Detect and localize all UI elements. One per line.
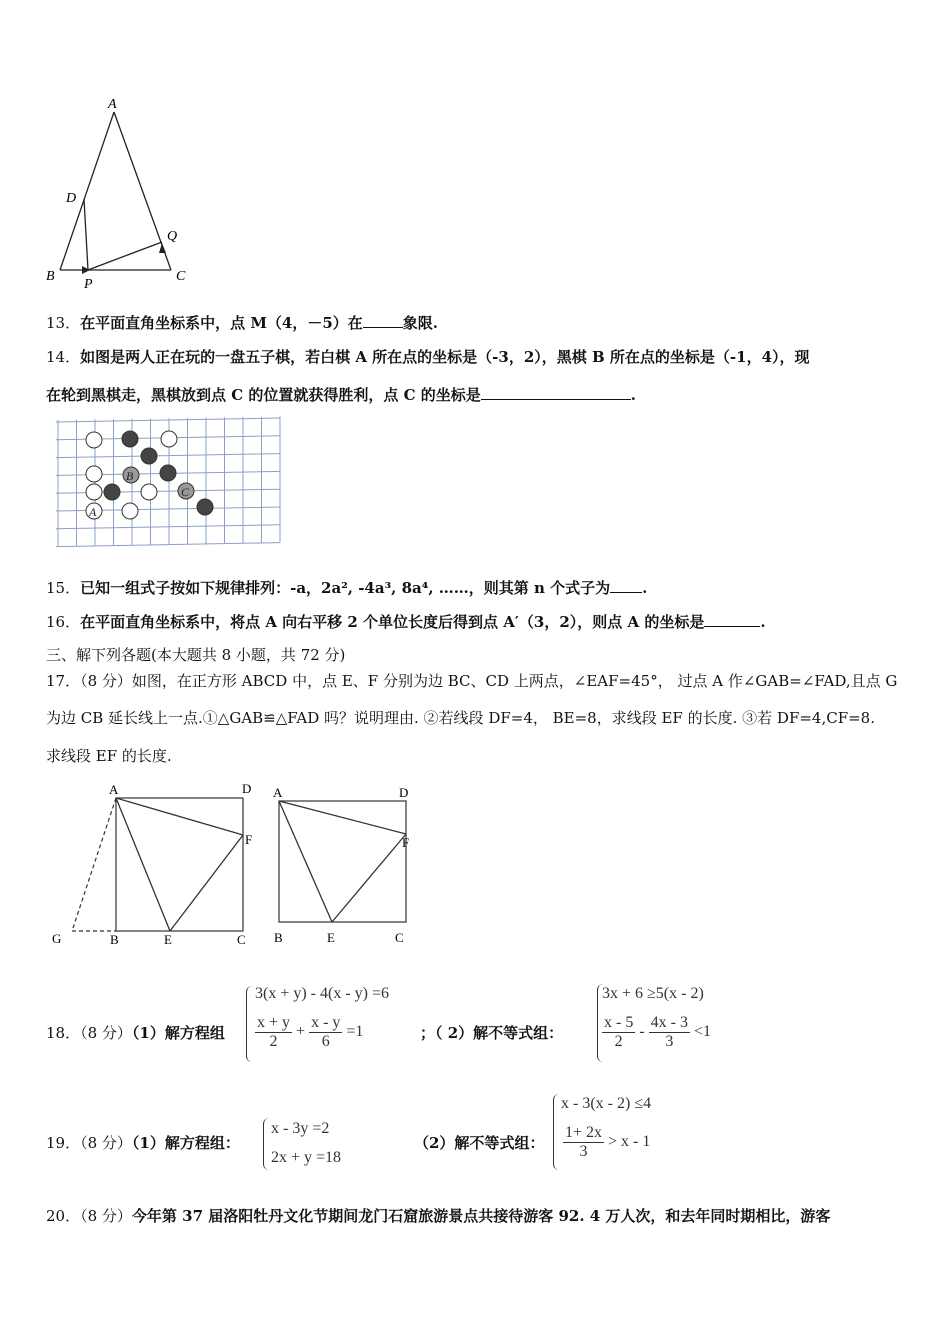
q19-brace-2 bbox=[553, 1094, 560, 1170]
q14-line2: 在轮到黑棋走，黑棋放到点 C 的位置就获得胜利，点 C 的坐标是 bbox=[46, 386, 481, 404]
q18-sys1-plus: + bbox=[296, 1023, 306, 1041]
left-label-c: C bbox=[237, 932, 246, 947]
q16-answer-blank[interactable] bbox=[704, 612, 760, 627]
right-segment-ae bbox=[279, 801, 332, 922]
grid-line bbox=[56, 543, 280, 547]
q18-score: （8 分） bbox=[80, 1024, 132, 1042]
q18-sys2-frac2-den: 3 bbox=[665, 1033, 674, 1050]
q18-brace-1 bbox=[246, 986, 253, 1062]
label-a: A bbox=[108, 97, 117, 112]
q18-sys1-frac2-num: x - y bbox=[311, 1014, 341, 1031]
q13-answer-blank[interactable] bbox=[363, 313, 403, 328]
q18-sys2-frac2-num: 4x - 3 bbox=[650, 1014, 688, 1031]
gomoku-board-figure bbox=[52, 414, 284, 550]
q18-sys1-row1: 3(x + y) - 4(x - y) =6 bbox=[255, 985, 390, 1002]
q14-line1: 如图是两人正在玩的一盘五子棋，若白棋 A 所在点的坐标是（-3，2），黑棋 B 所在点的坐标是（-1，4），现 bbox=[80, 348, 810, 366]
white-stone bbox=[141, 484, 157, 500]
right-label-c: C bbox=[395, 930, 404, 945]
q16-text-after: . bbox=[760, 613, 766, 631]
arrow-q bbox=[159, 243, 166, 253]
q18-sys1-row2 bbox=[255, 1014, 363, 1051]
question-13 bbox=[46, 312, 438, 333]
q20-score: （8 分） bbox=[80, 1207, 132, 1225]
q17-line2: 为边 CB 延长线上一点.①△GAB≌△FAD 吗？说明理由. ②若线段 DF=4， BE=8，求线段 EF 的长度. ③若 DF=4,CF=8. bbox=[46, 709, 875, 727]
q18-sys2-frac1-den: 2 bbox=[614, 1033, 623, 1050]
white-stone bbox=[122, 503, 138, 519]
q14-line2-after: . bbox=[630, 386, 637, 404]
left-label-d: D bbox=[242, 781, 252, 796]
q19-sys2-row1: x - 3(x - 2) ≤4 bbox=[561, 1095, 652, 1112]
q15-text: 已知一组式子按如下规律排列：-a，2a², -4a³, 8a⁴, ……，则其第 n 个式子为 bbox=[80, 579, 611, 597]
q18-sys1-frac2-den: 6 bbox=[321, 1033, 330, 1050]
q18-sys1-frac1-num: x + y bbox=[257, 1014, 291, 1031]
segment-af bbox=[116, 798, 243, 835]
q17-score: （8 分） bbox=[80, 672, 132, 690]
left-label-e: E bbox=[164, 932, 172, 947]
q18-sys2-frac1-num: x - 5 bbox=[604, 1014, 634, 1031]
white-stone bbox=[161, 431, 177, 447]
question-18 bbox=[46, 1022, 225, 1043]
black-stone bbox=[104, 484, 120, 500]
question-17 bbox=[46, 670, 897, 691]
q20-number: 20． bbox=[46, 1207, 81, 1225]
question-19 bbox=[46, 1132, 240, 1153]
q18-sys1-frac1-den: 2 bbox=[269, 1033, 278, 1050]
q19-number: 19． bbox=[46, 1134, 81, 1152]
grid-line bbox=[56, 418, 280, 422]
q13-text: 在平面直角坐标系中，点 M（4，－5）在 bbox=[80, 314, 363, 332]
question-14 bbox=[46, 346, 810, 367]
q17-line3: 求线段 EF 的长度. bbox=[46, 747, 172, 765]
white-stone bbox=[86, 484, 102, 500]
black-stone bbox=[141, 448, 157, 464]
white-stone bbox=[86, 432, 102, 448]
q19-sys2-gt: > x - 1 bbox=[608, 1133, 651, 1151]
q18-part2: ；（ 2）解不等式组： bbox=[420, 1024, 564, 1042]
q14-number: 14． bbox=[46, 348, 81, 366]
label-c: C bbox=[176, 269, 186, 284]
black-stone bbox=[160, 465, 176, 481]
segment-ag-dashed bbox=[72, 798, 116, 931]
black-stone bbox=[122, 431, 138, 447]
segment-ae bbox=[116, 798, 170, 931]
q20-text: 今年第 37 届洛阳牡丹文化节期间龙门石窟旅游景点共接待游客 92. 4 万人次，和去年同时期相比，游客 bbox=[131, 1207, 831, 1225]
triangle-figure bbox=[40, 92, 200, 292]
white-stone bbox=[86, 466, 102, 482]
q17-number: 17． bbox=[46, 672, 81, 690]
q19-score: （8 分） bbox=[80, 1134, 132, 1152]
q13-text-after: 象限. bbox=[402, 314, 439, 332]
q19-part2: （2）解不等式组： bbox=[414, 1134, 545, 1152]
q17-line1: 如图，在正方形 ABCD 中，点 E、F 分别为边 BC、CD 上两点，∠EAF=45°， 过点 A 作∠GAB=∠FAD,且点 G bbox=[131, 672, 898, 690]
q15-answer-blank[interactable] bbox=[610, 578, 642, 593]
q18-sys2-minus: - bbox=[639, 1023, 645, 1041]
q19-sys1-row1: x - 3y =2 bbox=[271, 1120, 330, 1137]
question-16 bbox=[46, 611, 766, 632]
q18-part1: （1）解方程组 bbox=[131, 1024, 225, 1042]
label-b: B bbox=[46, 269, 55, 284]
right-segment-ef bbox=[332, 834, 406, 922]
stone-a-label: A bbox=[89, 505, 97, 519]
stone-c-label: C bbox=[181, 485, 190, 499]
label-d: D bbox=[66, 191, 77, 206]
q16-text: 在平面直角坐标系中，将点 A 向右平移 2 个单位长度后得到点 A′（3，2），则点 A 的坐标是 bbox=[80, 613, 705, 631]
q19-sys2-row2 bbox=[563, 1124, 650, 1161]
left-label-g: G bbox=[52, 931, 62, 946]
segment-pq bbox=[88, 242, 162, 270]
square-abcd-right bbox=[279, 801, 406, 922]
label-p: P bbox=[84, 277, 93, 292]
right-label-f: F bbox=[402, 835, 410, 850]
question-14-line2 bbox=[46, 384, 636, 405]
arrow-p bbox=[82, 266, 90, 274]
q13-number: 13． bbox=[46, 314, 81, 332]
left-label-b: B bbox=[110, 932, 119, 947]
q19-sys1-row2: 2x + y =18 bbox=[271, 1149, 342, 1166]
right-segment-af bbox=[279, 801, 406, 834]
left-label-a: A bbox=[109, 782, 119, 797]
q18-sys2-row1: 3x + 6 ≥5(x - 2) bbox=[602, 985, 704, 1002]
q18-number: 18． bbox=[46, 1024, 81, 1042]
q19-part1: （1）解方程组： bbox=[131, 1134, 240, 1152]
segment-dp bbox=[84, 199, 88, 270]
square-abcd-left bbox=[116, 798, 243, 931]
right-label-a: A bbox=[273, 785, 283, 800]
section-3-title: 三、解下列各题(本大题共 8 小题，共 72 分) bbox=[46, 646, 346, 664]
segment-ef bbox=[170, 835, 243, 931]
q14-answer-blank[interactable] bbox=[481, 385, 631, 400]
stone-b-label: B bbox=[126, 469, 134, 483]
q18-sys2-lt: <1 bbox=[693, 1023, 712, 1041]
q15-text-after: . bbox=[642, 579, 648, 597]
right-label-e: E bbox=[327, 930, 335, 945]
q19-brace-1 bbox=[263, 1118, 270, 1170]
q18-sys1-eq: =1 bbox=[346, 1023, 364, 1041]
grid-line bbox=[56, 454, 280, 458]
q19-sys2-frac-den: 3 bbox=[579, 1143, 588, 1160]
q16-number: 16． bbox=[46, 613, 81, 631]
squares-figure bbox=[44, 778, 424, 950]
grid-line bbox=[56, 525, 280, 529]
q18-sys2-row2 bbox=[602, 1014, 711, 1051]
question-15 bbox=[46, 577, 647, 598]
right-label-b: B bbox=[274, 930, 283, 945]
left-label-f: F bbox=[245, 832, 253, 847]
label-q: Q bbox=[167, 229, 178, 244]
black-stone bbox=[197, 499, 213, 515]
q19-sys2-frac-num: 1+ 2x bbox=[565, 1124, 603, 1141]
q15-number: 15． bbox=[46, 579, 81, 597]
question-20 bbox=[46, 1205, 830, 1226]
right-label-d: D bbox=[399, 785, 409, 800]
